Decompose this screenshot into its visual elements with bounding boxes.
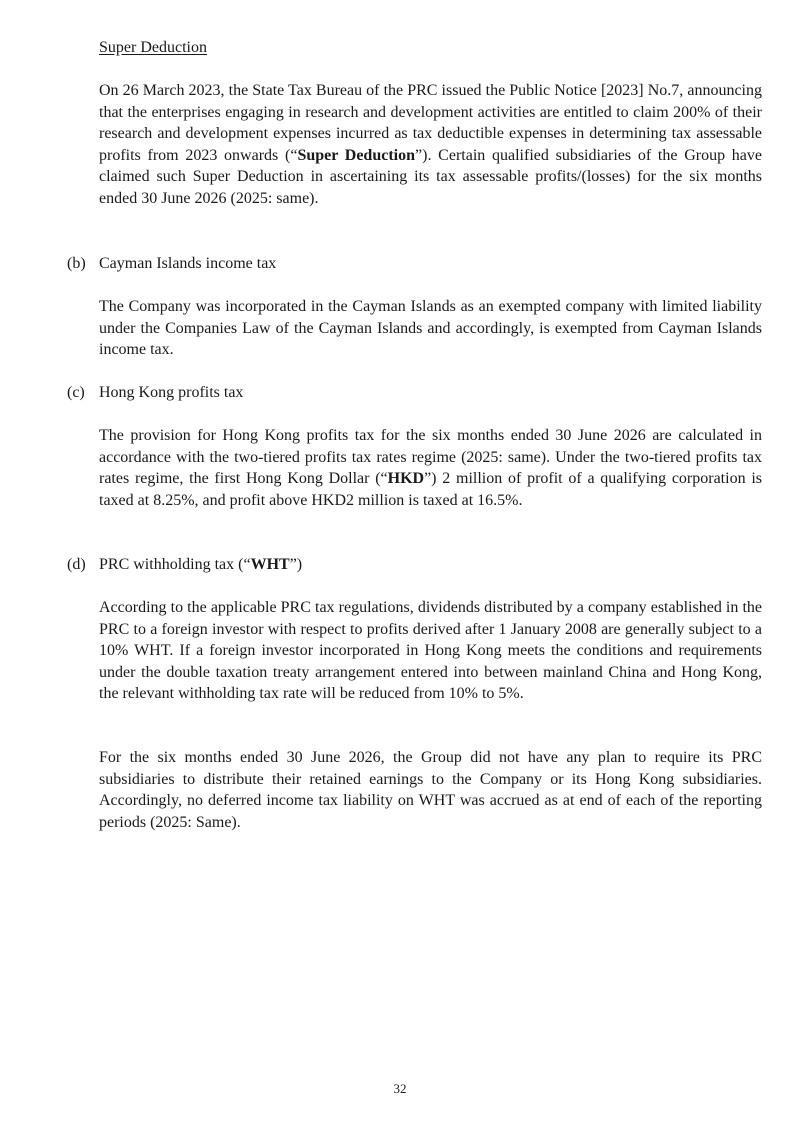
paragraph-text: ”). Certain qualified subsidiaries of the Group have claimed such Super Deduction in ascertaining its tax assessable profits/(losses) for the six months ended 30 June 2026 (2025: same). [99, 146, 763, 207]
cayman-paragraph [99, 296, 762, 361]
cayman-item-heading [67, 253, 276, 275]
item-title: Hong Kong profits tax [99, 384, 244, 401]
hong-kong-item-heading [67, 382, 243, 404]
super-deduction-paragraph [99, 80, 762, 209]
super-deduction-heading [99, 37, 762, 59]
page-number: 32 [393, 1081, 407, 1096]
section-heading: Super Deduction [99, 39, 207, 56]
item-title-text: ”) [289, 556, 303, 573]
paragraph [99, 80, 762, 209]
hong-kong-paragraph [99, 425, 762, 511]
item-label: (d) [67, 556, 86, 573]
item-label: (b) [67, 255, 86, 272]
item-title-text: PRC withholding tax (“ [99, 556, 251, 573]
paragraph: According to the applicable PRC tax regulations, dividends distributed by a company established in the PRC to a foreign investor with respect to profits derived after 1 January 2008 are generally subject to a 10% WHT. If a foreign investor incorporated in Hong Kong meets the conditions and requirements under the double taxation treaty arrangement entered into between mainland China and Hong Kong, the relevant withholding tax rate will be reduced from 10% to 5%. [99, 599, 762, 702]
paragraph [99, 425, 762, 511]
defined-term: Super Deduction [297, 146, 416, 164]
item-title [99, 554, 302, 576]
item-title: Cayman Islands income tax [99, 255, 277, 272]
paragraph-text: The provision for Hong Kong profits tax for the six months ended 30 June 2026 are calculated in accordance with the two-tiered profits tax rates regime (2025: same). Under the two-tiered profits tax rates regime, the first Hong Kong Dollar (“ [99, 427, 762, 487]
paragraph-text: ”) 2 million of profit of a qualifying corporation is taxed at 8.25%, and profit above HKD2 million is taxed at 16.5%. [99, 470, 762, 509]
item-label: (c) [67, 384, 85, 401]
wht-paragraph-1 [99, 597, 762, 705]
wht-item-heading [67, 554, 302, 576]
paragraph: For the six months ended 30 June 2026, the Group did not have any plan to require its PRC subsidiaries to distribute their retained earnings to the Company or its Hong Kong subsidiaries. Accordingly, no deferred income tax liability on WHT was accrued as at end of each of the reporting periods (2025: Same). [99, 749, 762, 831]
paragraph-text: On 26 March 2023, the State Tax Bureau of the PRC issued the Public Notice [2023] No.7, announcing that the enterprises engaging in research and development activities are entitled to claim 200% of their research and development expenses incurred as tax deductible expenses in determining tax assessable profits from 2023 onwards (“ [99, 82, 762, 164]
wht-paragraph-2 [99, 747, 762, 833]
paragraph: The Company was incorporated in the Cayman Islands as an exempted company with limited liability under the Companies Law of the Cayman Islands and accordingly, is exempted from Cayman Islands income tax. [99, 298, 762, 358]
defined-term: WHT [250, 556, 290, 573]
defined-term: HKD [387, 470, 425, 487]
